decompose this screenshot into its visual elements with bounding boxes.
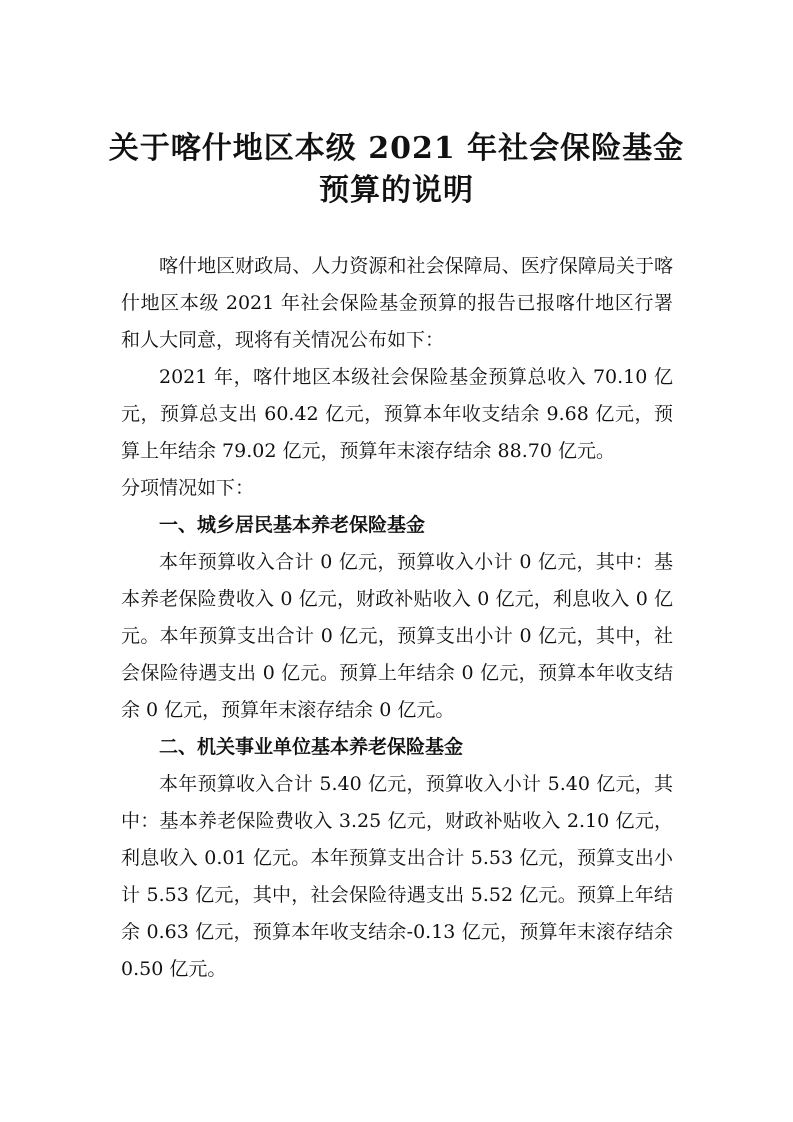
summary-tail: 分项情况如下：	[121, 477, 255, 499]
section2-paragraph: 本年预算收入合计 5.40 亿元，预算收入小计 5.40 亿元，其中：基本养老保险费收入 3.25 亿元，财政补贴收入 2.10 亿元，利息收入 0.01 亿元。本年预算支出合计 5.53 亿元，预算支出小计 5.53 亿元，其中，社会保险待遇支出 5.52 亿元。预算上年结余 0.63 亿元，预算本年收支结余-0.13 亿元，预算年末滚存结余 0.50 亿元。	[121, 773, 673, 980]
document-title-line1: 关于喀什地区本级 2021 年社会保险基金	[108, 131, 685, 166]
section1-paragraph: 本年预算收入合计 0 亿元，预算收入小计 0 亿元，其中：基本养老保险费收入 0 亿元，财政补贴收入 0 亿元，利息收入 0 亿元。本年预算支出合计 0 亿元，预算支出小计 0 亿元，其中，社会保险待遇支出 0 亿元。预算上年结余 0 亿元，预算本年收支结余 0 亿元，预算年末滚存结余 0 亿元。	[121, 551, 673, 721]
document-title-line2: 预算的说明	[319, 173, 474, 208]
intro-paragraph: 喀什地区财政局、人力资源和社会保障局、医疗保障局关于喀什地区本级 2021 年社会保险基金预算的报告已报喀什地区行署和人大同意，现将有关情况公布如下：	[121, 255, 673, 351]
summary-paragraph: 2021 年，喀什地区本级社会保险基金预算总收入 70.10 亿元，预算总支出 60.42 亿元，预算本年收支结余 9.68 亿元，预算上年结余 79.02 亿元，预算年末滚存结余 88.70 亿元。	[121, 366, 673, 462]
section1-heading: 一、城乡居民基本养老保险基金	[159, 514, 426, 536]
document-body	[121, 248, 673, 988]
section2-heading: 二、机关事业单位基本养老保险基金	[159, 736, 464, 758]
